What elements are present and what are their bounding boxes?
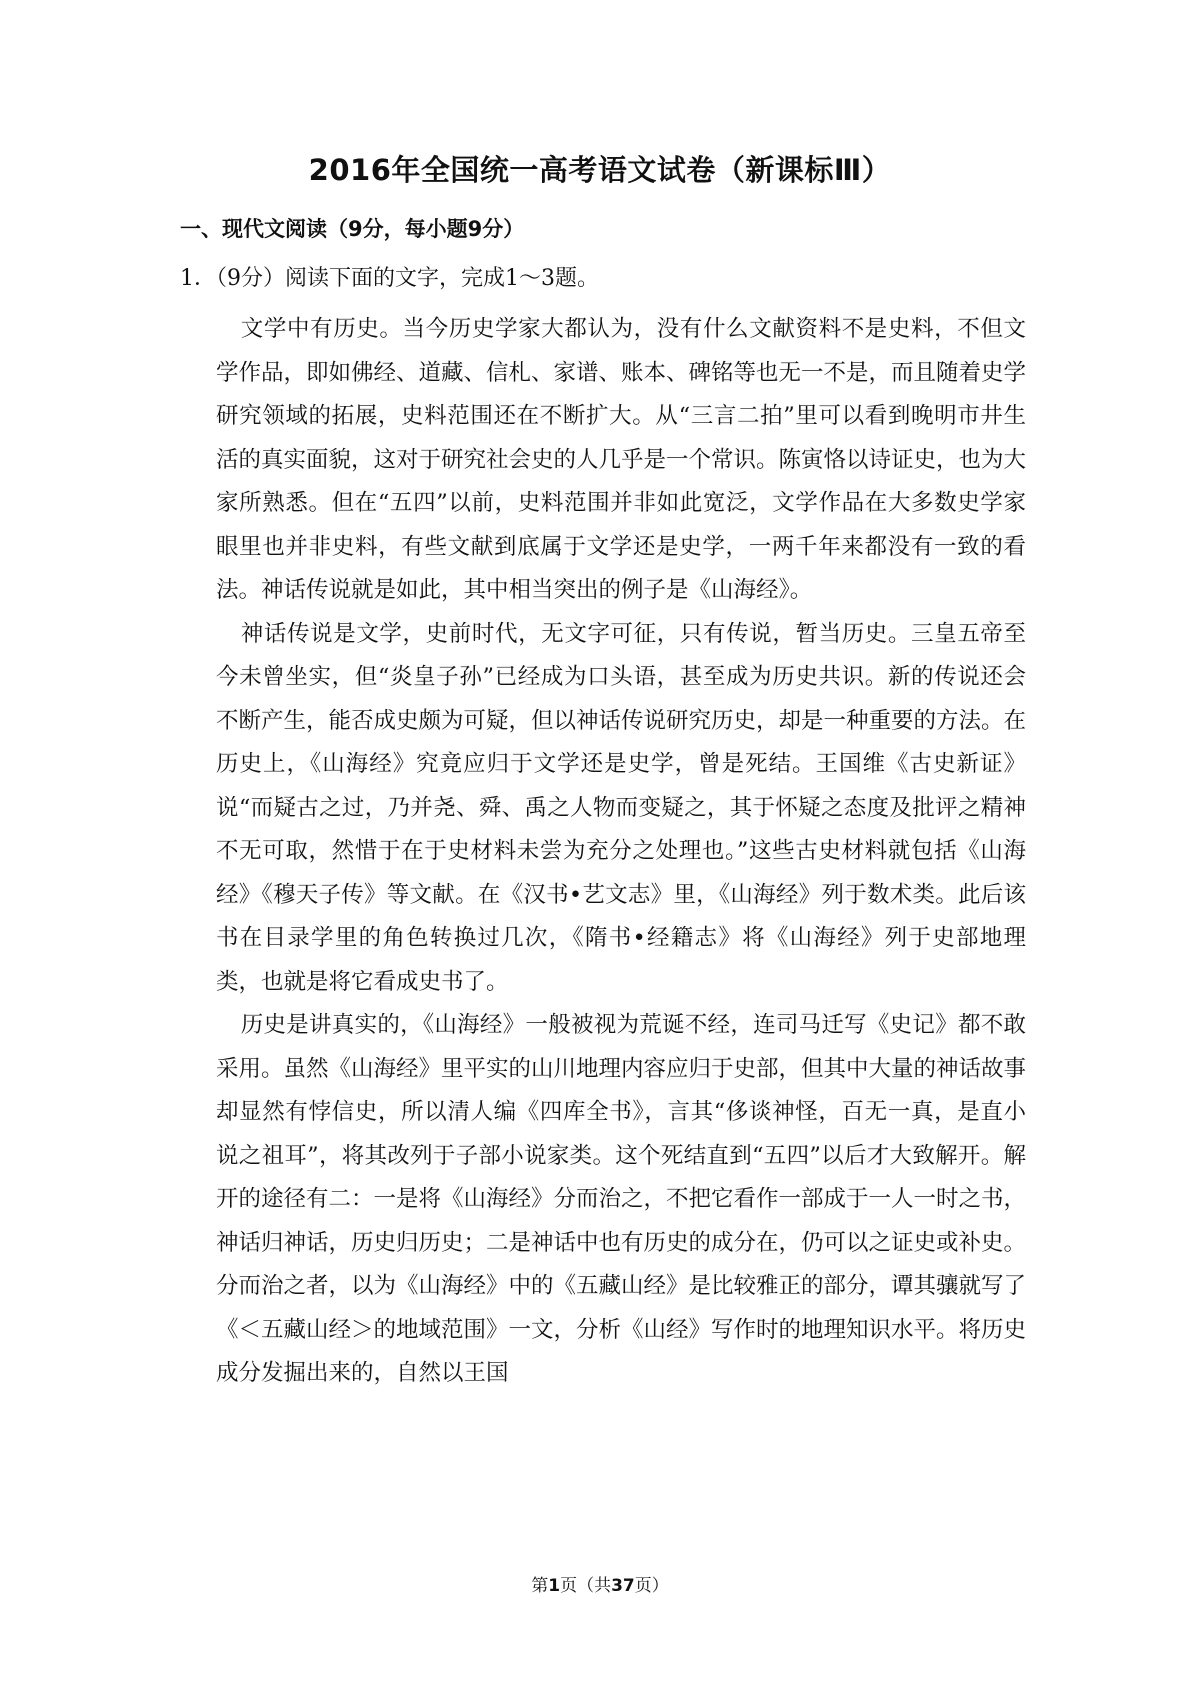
section-heading: 一、现代文阅读（9分，每小题9分） <box>180 217 525 241</box>
reading-passage <box>216 308 1026 1396</box>
footer-suffix: 页） <box>634 1576 669 1596</box>
footer-total-pages: 37 <box>611 1576 635 1596</box>
passage-paragraph-2: 神话传说是文学，史前时代，无文字可征，只有传说，暂当历史。三皇五帝至今未曾坐实，但“炎皇子孙”已经成为口头语，甚至成为历史共识。新的传说还会不断产生，能否成史颇为可疑，但以神话传说研究历史，却是一种重要的方法。在历史上，《山海经》究竟应归于文学还是史学，曾是死结。王国维《古史新证》说“而疑古之过，乃并尧、舜、禹之人物而变疑之，其于怀疑之态度及批评之精神不无可取，然惜于在于史材料未尝为充分之处理也。”这些古史材料就包括《山海经》《穆天子传》等文献。在《汉书•艺文志》里，《山海经》列于数术类。此后该书在目录学里的角色转换过几次，《隋书•经籍志》将《山海经》列于史部地理类，也就是将它看成史书了。 <box>216 620 1027 995</box>
exam-title: 2016年全国统一高考语文试卷（新课标Ⅲ） <box>308 153 892 187</box>
passage-paragraph-1: 文学中有历史。当今历史学家大都认为，没有什么文献资料不是史料，不但文学作品，即如佛经、道藏、信札、家谱、账本、碑铭等也无一不是，而且随着史学研究领域的拓展，史料范围还在不断扩大。从“三言二拍”里可以看到晚明市井生活的真实面貌，这对于研究社会史的人几乎是一个常识。陈寅恪以诗证史，也为大家所熟悉。但在“五四”以前，史料范围并非如此宽泛，文学作品在大多数史学家眼里也并非史料，有些文献到底属于文学还是史学，一两千年来都没有一致的看法。神话传说就是如此，其中相当突出的例子是《山海经》。 <box>216 316 1027 603</box>
passage-paragraph-3: 历史是讲真实的，《山海经》一般被视为荒诞不经，连司马迁写《史记》都不敢采用。虽然《山海经》里平实的山川地理内容应归于史部，但其中大量的神话故事却显然有悖信史，所以清人编《四库全书》，言其“侈谈神怪，百无一真，是直小说之祖耳”，将其改列于子部小说家类。这个死结直到“五四”以后才大致解开。解开的途径有二：一是将《山海经》分而治之，不把它看作一部成于一人一时之书，神话归神话，历史归历史；二是神话中也有历史的成分在，仍可以之证史或补史。分而治之者，以为《山海经》中的《五藏山经》是比较雅正的部分，谭其骧就写了《＜五藏山经＞的地域范围》一文，分析《山经》写作时的地理知识水平。将历史成分发掘出来的，自然以王国 <box>216 1012 1027 1386</box>
page-footer <box>0 1574 1200 1598</box>
footer-middle: 页（共 <box>560 1576 612 1596</box>
footer-page-number: 1 <box>548 1576 561 1596</box>
question-intro: 1．（9分）阅读下面的文字，完成1～3题。 <box>180 266 599 291</box>
footer-prefix: 第 <box>531 1576 549 1596</box>
